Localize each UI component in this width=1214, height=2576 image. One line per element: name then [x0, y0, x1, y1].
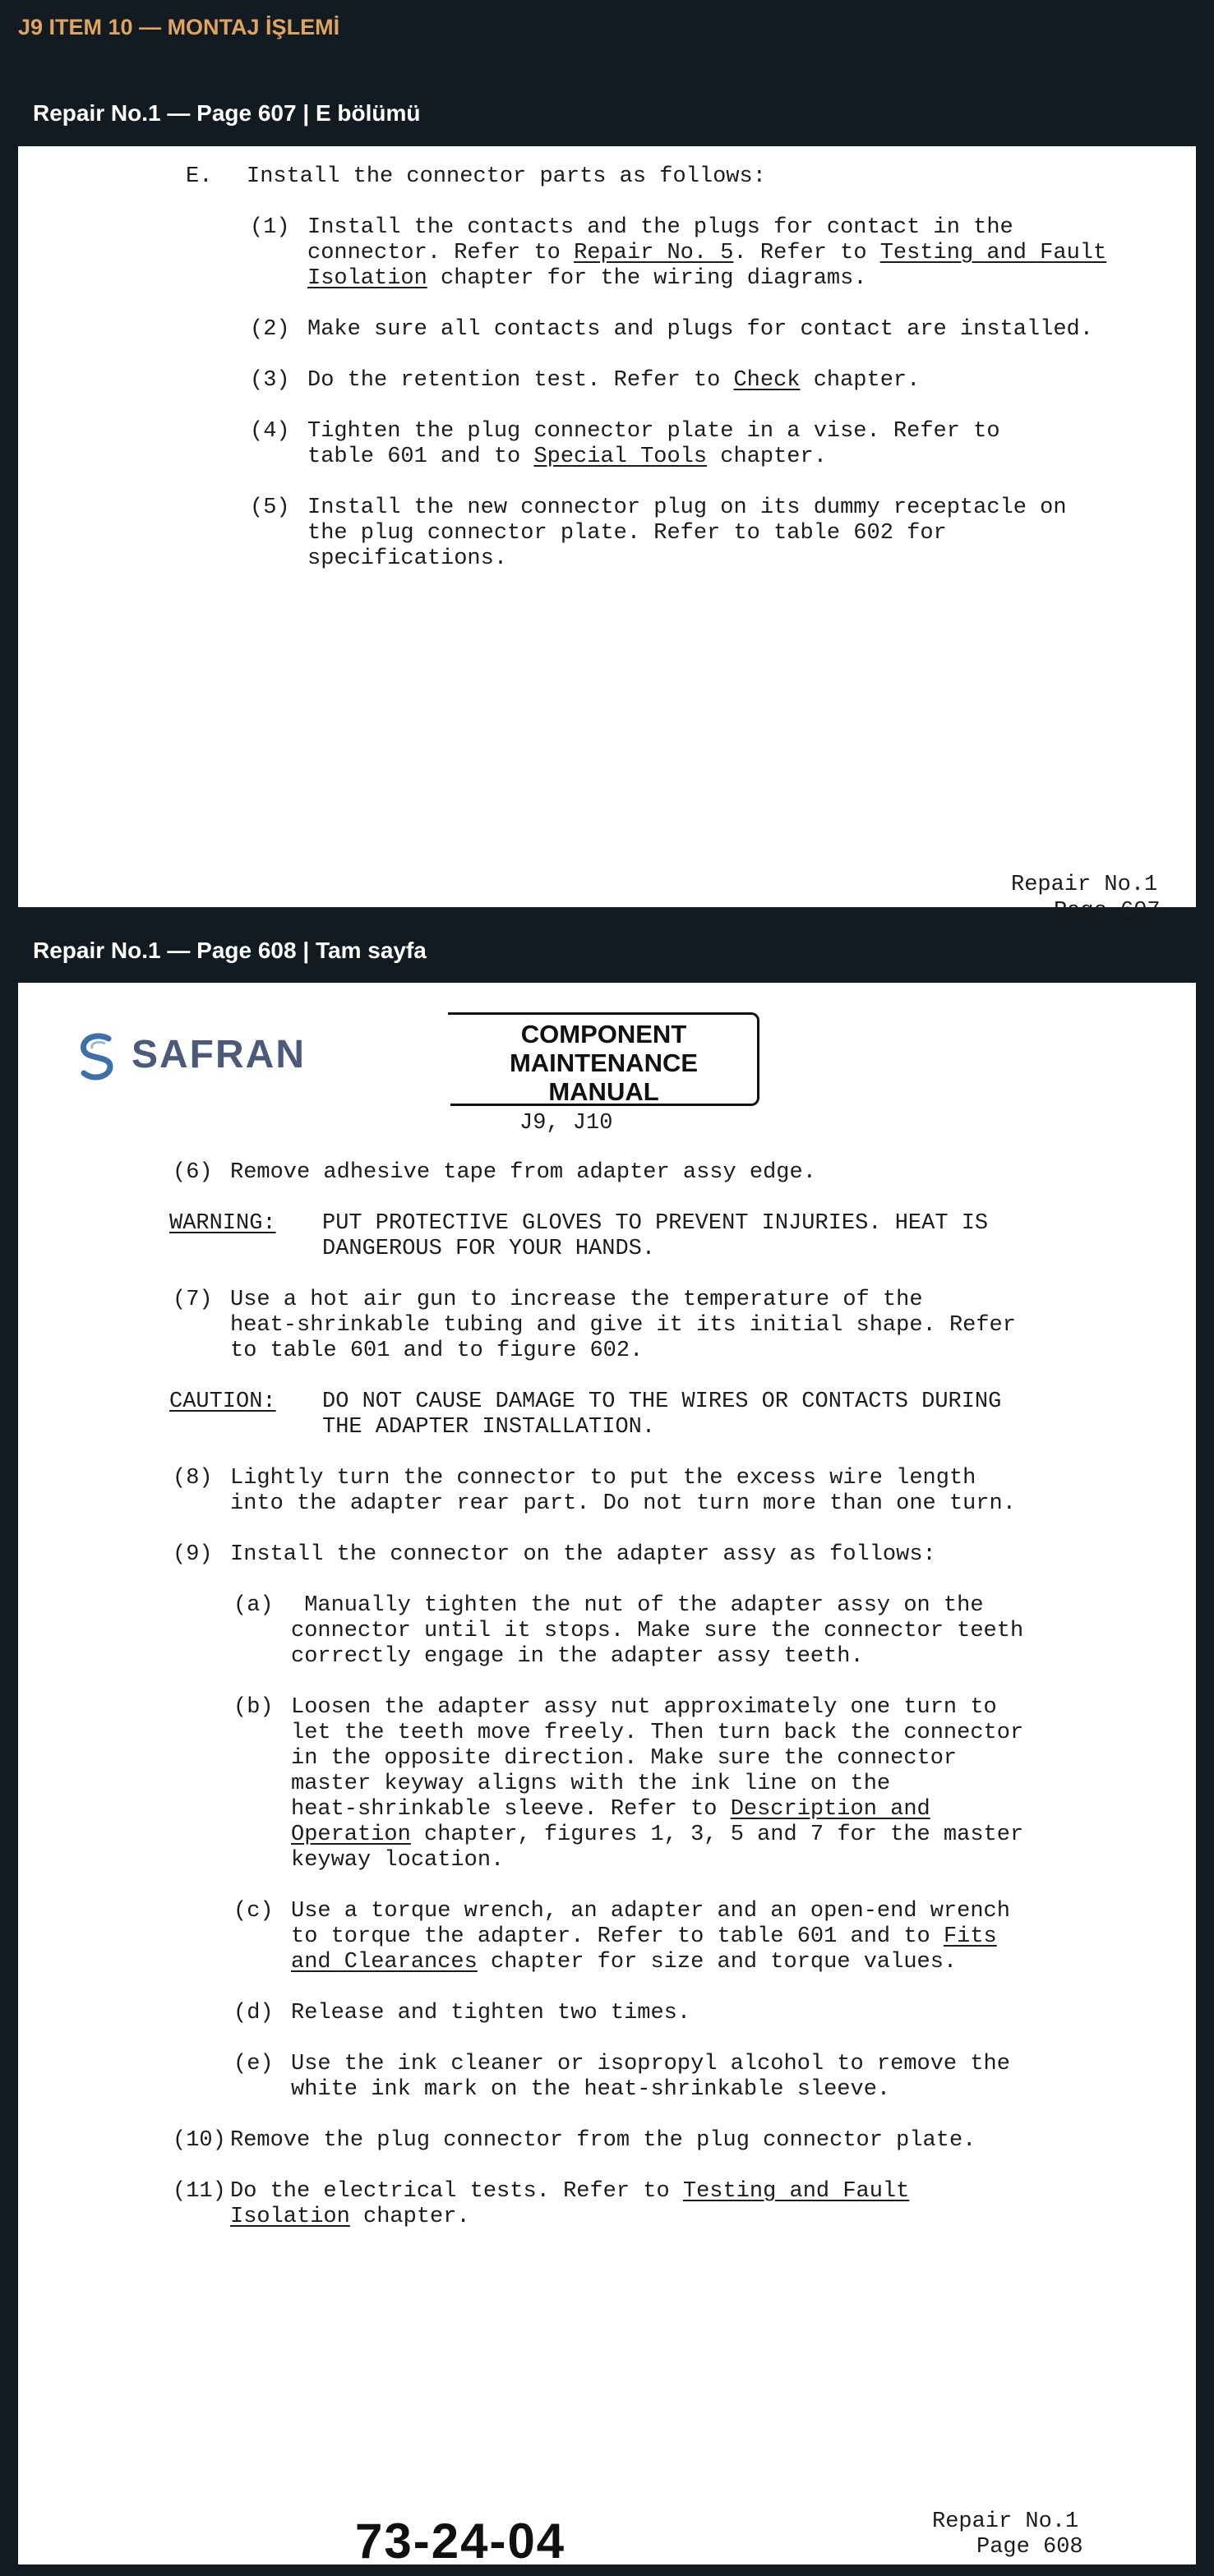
- section-header-page-607: Repair No.1 — Page 607 | E bölümü: [33, 100, 421, 126]
- step-line: [291, 2001, 690, 2026]
- text-segment: chapter.: [349, 2205, 470, 2229]
- step-line: [230, 2179, 909, 2205]
- step-line: [291, 1593, 984, 1619]
- reference-link[interactable]: and Clearances: [291, 1950, 478, 1975]
- text-segment: Remove the plug connector from the plug connector plate.: [230, 2128, 976, 2153]
- step-line: [291, 1695, 997, 1721]
- reference-link[interactable]: Check: [733, 368, 801, 393]
- notice-line: [322, 1211, 988, 1237]
- reference-link[interactable]: Isolation: [307, 266, 427, 291]
- step-number: (e): [233, 2052, 274, 2076]
- list-item-line: [307, 495, 1067, 521]
- text-segment: specifications.: [307, 546, 508, 571]
- notice-line: [322, 1415, 655, 1440]
- text-segment: connector. Refer to: [307, 241, 575, 265]
- section-header-page-608: Repair No.1 — Page 608 | Tam sayfa: [33, 938, 427, 963]
- step-number: (c): [233, 1899, 274, 1924]
- step-number: (a): [233, 1593, 274, 1618]
- list-item-number: (3): [250, 368, 290, 393]
- text-segment: Use a torque wrench, an adapter and an open-end wrench: [291, 1899, 1010, 1924]
- notice-line: [322, 1389, 1001, 1415]
- reference-link[interactable]: Testing and Fault: [879, 241, 1107, 265]
- step-number: (10): [173, 2128, 226, 2153]
- list-item-number: (1): [250, 215, 290, 240]
- list-item-line: [307, 266, 867, 292]
- text-segment: chapter.: [800, 368, 921, 393]
- step-label: E.: [186, 164, 213, 189]
- footer-chapter-code: 73-24-04: [355, 2514, 566, 2569]
- step-number: (b): [233, 1695, 274, 1720]
- step-number: (8): [173, 1466, 213, 1491]
- safran-logo-text: SAFRAN: [132, 1033, 306, 1076]
- text-segment: heat-shrinkable sleeve. Refer to: [291, 1797, 731, 1822]
- text-segment: heat-shrinkable tubing and give it its initial shape. Refer: [230, 1313, 1016, 1338]
- step-line: [230, 1542, 936, 1568]
- page-608-panel: [18, 983, 1196, 2569]
- text-segment: to table 601 and to figure 602.: [230, 1339, 644, 1363]
- list-item-number: (4): [250, 419, 290, 444]
- text-segment: Lightly turn the connector to put the excess wire length: [230, 1466, 976, 1491]
- warning-label: WARNING:: [169, 1211, 276, 1236]
- step-number: (d): [233, 2001, 274, 2025]
- text-segment: keyway location.: [291, 1848, 505, 1873]
- step-text: Install the connector parts as follows:: [247, 164, 766, 189]
- text-segment: Install the contacts and the plugs for contact in the: [307, 215, 1013, 240]
- text-segment: white ink mark on the heat-shrinkable sleeve.: [291, 2077, 891, 2102]
- step-line: [291, 1619, 1023, 1644]
- step-line: [230, 1491, 1016, 1517]
- footer-repair-608: Repair No.1: [932, 2509, 1079, 2534]
- step-line: [230, 1339, 643, 1364]
- step-line: [230, 1466, 976, 1491]
- step-line: [230, 1160, 816, 1186]
- reference-link[interactable]: Description and: [730, 1797, 930, 1822]
- cmm-title-box: [450, 1012, 759, 1106]
- footer-page-608: Page 608: [976, 2535, 1083, 2560]
- step-number: (6): [173, 1160, 213, 1185]
- text-segment: correctly engage in the adapter assy teeth.: [291, 1644, 864, 1669]
- step-number: (9): [173, 1542, 213, 1567]
- text-segment: the plug connector plate. Refer to table 602 for: [307, 521, 947, 546]
- step-line: [291, 2052, 1010, 2077]
- text-segment: let the teeth move freely. Then turn back the connector: [291, 1721, 1024, 1745]
- text-segment: THE ADAPTER INSTALLATION.: [322, 1415, 656, 1440]
- step-line: [291, 2077, 890, 2103]
- text-segment: chapter for size and torque values.: [477, 1950, 958, 1975]
- text-segment: Install the connector on the adapter assy as follows:: [230, 1542, 936, 1567]
- text-segment: to torque the adapter. Refer to table 601 and to: [291, 1924, 944, 1949]
- step-line: [291, 1848, 504, 1873]
- text-segment: Tighten the plug connector plate in a vise. Refer to: [307, 419, 1000, 444]
- cmm-title-line: MAINTENANCE: [509, 1048, 699, 1077]
- step-line: [291, 1924, 997, 1950]
- step-line: [291, 1823, 1023, 1848]
- step-line: [291, 1644, 864, 1670]
- list-item-number: (5): [250, 495, 290, 520]
- list-item-line: [307, 521, 947, 546]
- list-item-line: [307, 419, 1000, 445]
- text-segment: Do the electrical tests. Refer to: [230, 2179, 683, 2204]
- reference-link[interactable]: Fits: [943, 1924, 997, 1949]
- step-line: [291, 1772, 890, 1797]
- text-segment: . Refer to: [733, 241, 880, 265]
- text-segment: Manually tighten the nut of the adapter assy on the: [291, 1593, 984, 1618]
- page-code-fragment: [437, 902, 667, 910]
- reference-link[interactable]: Isolation: [230, 2205, 350, 2229]
- step-number: (7): [173, 1288, 213, 1312]
- text-segment: connector until it stops. Make sure the connector teeth: [291, 1619, 1024, 1643]
- text-segment: Do the retention test. Refer to: [307, 368, 734, 393]
- step-number: (11): [173, 2179, 226, 2204]
- text-segment: DANGEROUS FOR YOUR HANDS.: [322, 1237, 656, 1261]
- text-segment: chapter for the wiring diagrams.: [427, 266, 867, 291]
- document-subtitle: J9, J10: [519, 1111, 613, 1136]
- step-line: [291, 1721, 1023, 1746]
- list-item-line: [307, 317, 1093, 343]
- text-segment: master keyway aligns with the ink line on the: [291, 1772, 891, 1796]
- text-segment: chapter.: [707, 445, 827, 469]
- cmm-title-line: COMPONENT: [520, 1020, 687, 1048]
- step-line: [291, 1899, 1010, 1924]
- text-segment: Loosen the adapter assy nut approximately one turn to: [291, 1695, 997, 1720]
- text-segment: DO NOT CAUSE DAMAGE TO THE WIRES OR CONTACTS DURING: [322, 1389, 1002, 1414]
- reference-link[interactable]: Operation: [291, 1823, 411, 1847]
- step-line: [230, 1288, 923, 1313]
- window-title: J9 ITEM 10 — MONTAJ İŞLEMİ: [18, 15, 340, 39]
- text-segment: Release and tighten two times.: [291, 2001, 691, 2025]
- reference-link[interactable]: Testing and Fault: [682, 2179, 910, 2204]
- footer-repair-607: Repair No.1: [1011, 873, 1158, 897]
- text-segment: Make sure all contacts and plugs for contact are installed.: [307, 317, 1093, 342]
- text-segment: chapter, figures 1, 3, 5 and 7 for the master: [410, 1823, 1024, 1847]
- caution-label: CAUTION:: [169, 1389, 276, 1414]
- list-item-line: [307, 368, 920, 394]
- list-item-number: (2): [250, 317, 290, 342]
- step-line: [291, 1746, 957, 1772]
- text-segment: Install the new connector plug on its dummy receptacle on: [307, 495, 1067, 520]
- text-segment: into the adapter rear part. Do not turn more than one turn.: [230, 1491, 1016, 1516]
- page-607-panel: [18, 146, 1196, 924]
- cmm-title-line: MANUAL: [548, 1077, 659, 1106]
- text-segment: table 601 and to: [307, 445, 534, 469]
- step-line: [230, 2205, 470, 2230]
- safran-logo-icon: [72, 1030, 125, 1083]
- list-item-line: [307, 546, 507, 572]
- reference-link[interactable]: Special Tools: [533, 445, 708, 469]
- text-segment: PUT PROTECTIVE GLOVES TO PREVENT INJURIES. HEAT IS: [322, 1211, 989, 1236]
- text-segment: Remove adhesive tape from adapter assy edge.: [230, 1160, 816, 1185]
- list-item-line: [307, 241, 1106, 266]
- text-segment: Use a hot air gun to increase the temperature of the: [230, 1288, 923, 1312]
- text-segment: in the opposite direction. Make sure the connector: [291, 1746, 958, 1771]
- step-line: [291, 1797, 930, 1823]
- text-segment: Use the ink cleaner or isopropyl alcohol to remove the: [291, 2052, 1010, 2076]
- step-line: [291, 1950, 957, 1975]
- list-item-line: [307, 215, 1013, 241]
- step-line: [230, 2128, 976, 2154]
- footer-page-607: Page 607: [1054, 899, 1161, 924]
- list-item-line: [307, 445, 827, 470]
- notice-line: [322, 1237, 655, 1262]
- step-line: [230, 1313, 1016, 1339]
- reference-link[interactable]: Repair No. 5: [574, 241, 734, 265]
